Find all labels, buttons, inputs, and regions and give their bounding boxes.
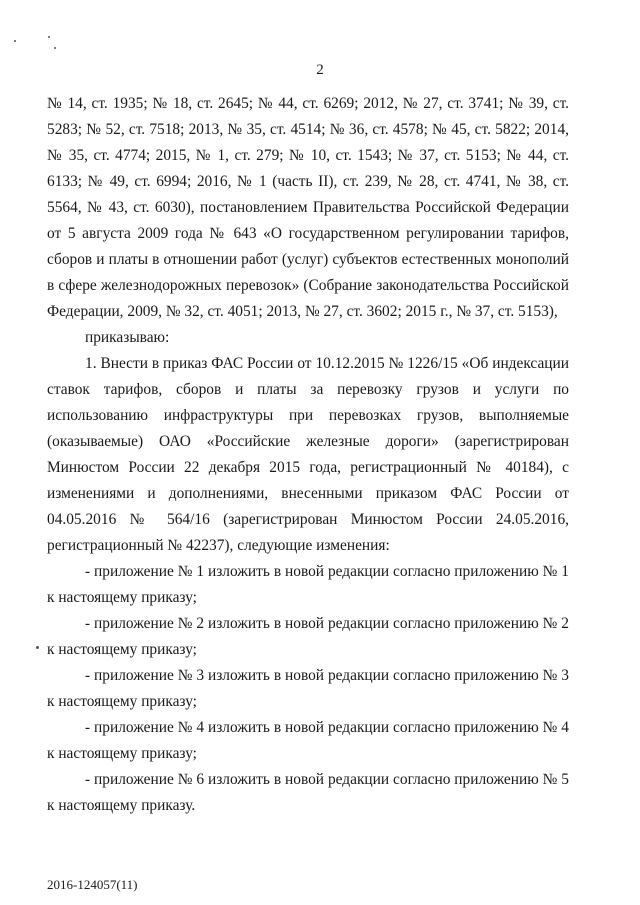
scan-speck — [54, 47, 56, 49]
list-item: - приложение № 2 изложить в новой редакции согласно приложению № 2 к настоящему приказу; — [47, 615, 569, 658]
scan-speck — [48, 36, 50, 38]
list-item: - приложение № 1 изложить в новой редакции согласно приложению № 1 к настоящему приказу; — [47, 563, 569, 606]
document-body — [47, 91, 569, 819]
list-item: - приложение № 6 изложить в новой редакции согласно приложению № 5 к настоящему приказу. — [47, 771, 569, 814]
page-number: 2 — [316, 62, 324, 78]
continuation-paragraph: № 14, ст. 1935; № 18, ст. 2645; № 44, ст. 6269; 2012, № 27, ст. 3741; № 39, ст. 5283; № 52, ст. 7518; 2013, № 35, ст. 4514; № 36, ст. 4578; № 45, ст. 5822; 2014, № 35, ст. 4774; 2015, № 1, ст. 279; № 10, ст. 1543; № 37, ст. 5153; № 44, ст. 6133; № 49, ст. 6994; 2016, № 1 (часть II), ст. 239, № 28, ст. 4741, № 38, ст. 5564, № 43, ст. 6030), постановлением Правительства Российской Федерации от 5 августа 2009 года № 643 «О государственном регулировании тарифов, сборов и платы в отношении работ (услуг) субъектов естественных монополий в сфере железнодорожных перевозок» (Собрание законодательства Российской Федерации, 2009, № 32, ст. 4051; 2013, № 27, ст. 3602; 2015 г., № 37, ст. 5153), — [47, 95, 569, 320]
list-item: - приложение № 3 изложить в новой редакции согласно приложению № 3 к настоящему приказу; — [47, 667, 569, 710]
list-item: - приложение № 4 изложить в новой редакции согласно приложению № 4 к настоящему приказу; — [47, 719, 569, 762]
scan-speck — [36, 646, 39, 649]
clause-1-paragraph: 1. Внести в приказ ФАС России от 10.12.2015 № 1226/15 «Об индексации ставок тарифов, сборов и платы за перевозку грузов и услуги по использованию инфраструктуры при перевозках грузов, выполняемые (оказываемые) ОАО «Российские железные дороги» (зарегистрирован Минюстом России 22 декабря 2015 года, регистрационный № 40184), с изменениями и дополнениями, внесенными приказом ФАС России от 04.05.2016 № 564/16 (зарегистрирован Минюстом России 24.05.2016, регистрационный № 42237), следующие изменения: — [47, 355, 569, 554]
order-word: приказываю: — [85, 329, 170, 346]
document-code: 2016-124057(11) — [47, 877, 138, 892]
scan-speck — [14, 40, 16, 42]
